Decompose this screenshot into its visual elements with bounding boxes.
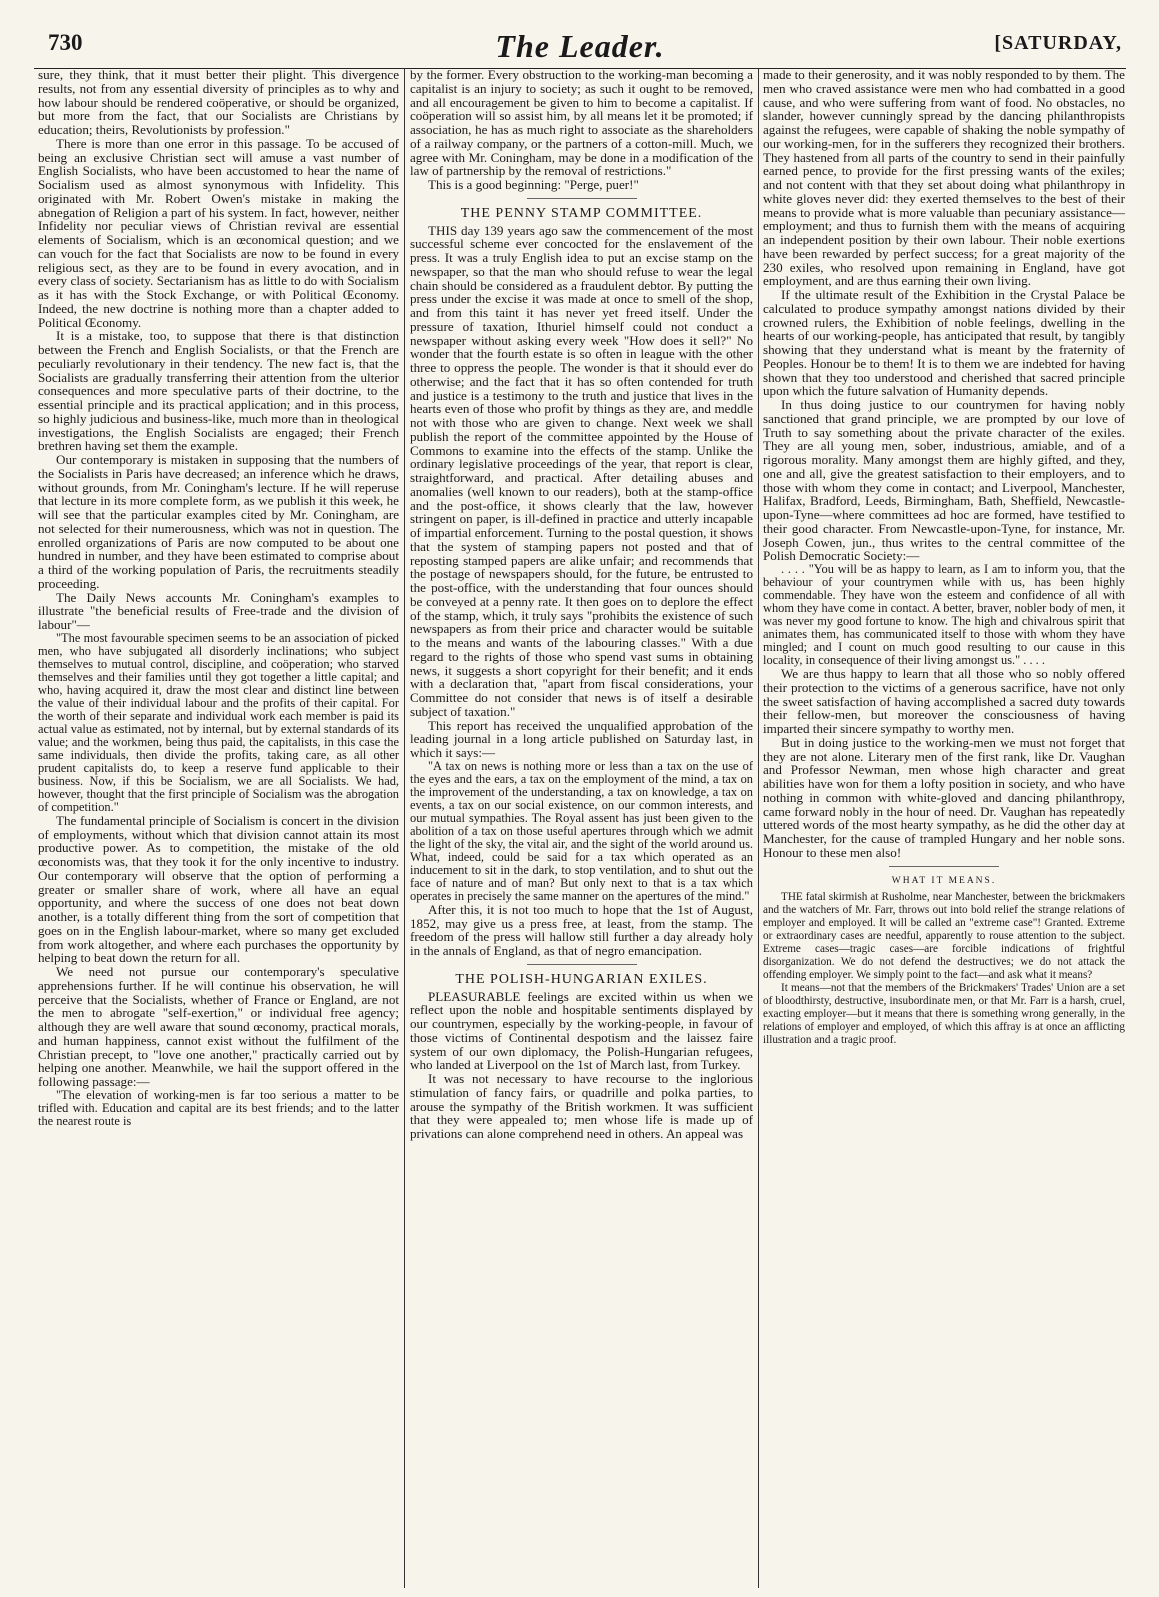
paragraph: made to their generosity, and it was nobly responded to by them. The men who craved assistance were men who had combatted in a good cause, and who were suffering from want of food. No obstacles, no slander, however cunningly spread by the dancing philanthropists against the refugees, were capable of shaking the noble sympathy of our working-men, for in the sufferers they recognized their brothers. They hastened from all parts of the country to send in their painfully earned pence, to provide for the first pressing wants of the exiles; and not content with that they set about doing what philanthropy in white gloves never did: they exerted themselves to the best of their means to provide what is more valuable than pecuniary assistance—employment; and thus to furnish them with the means of acquiring an independent position by their own labour. Their noble exertions have been rewarded by perfect success; for a great majority of the 230 exiles, who resolved upon remaining in England, have got employment, and are thus earning their own living. [763,68,1125,289]
article-heading: THE POLISH-HUNGARIAN EXILES. [455,971,708,987]
paragraph: It was not necessary to have recourse to the inglorious stimulation of fancy fairs, or quadrille and polka parties, to arouse the sympathy of the British workmen. It was sufficient that they were appealed to; men whose life is made up of privations can alone comprehend need in others. An appeal was [410,1071,753,1141]
paragraph: It means—not that the members of the Brickmakers' Trades' Union are a set of bloodthirsty, destructive, insubordinate men, or that Mr. Farr is a harsh, cruel, exacting employer—but it means that there is something wrong generally, in the relations of employer and employed, of which this affray is at once an afflicting illustration and a tragic proof. [763,982,1125,1047]
block-quote: "The most favourable specimen seems to be an association of picked men, who have subjugated all disorderly inclinations; who subject themselves to mutual control, discipline, and coöperation; who starved themselves and their families until they got together a little capital; and who, having acquired it, draw the most clear and distinct line between the value of their individual labour and the profits of their capital. For the worth of their separate and individual work each member is paid its actual value as estimated, not by internal, but by external standards of its value; and the workmen, being thus paid, the capitalists, in this case the same individuals, then divide the profits, taking care, as all other prudent capitalists do, to keep a reserve fund applicable to their business. Now, if this be Socialism, we are all Socialists. We had, however, thought that the first principle of Socialism was the abrogation of competition." [38,630,399,814]
section-divider [527,198,637,199]
column-2 [410,68,753,1590]
paragraph: But in doing justice to the working-men we must not forget that they are not alone. Literary men of the first rank, like Dr. Vaughan and Professor Newman, men whose high character and great abilities have won for them a lofty position in society, and who have nothing in common with white-gloved and dancing philanthropy, came forward nobly in the hour of need. Dr. Vaughan has repeatedly uttered words of the most hearty sympathy, as he did the other day at Manchester, for the cause of trampled Hungary and her noble sons. Honour to these men also! [763,734,1125,860]
block-quote: "The elevation of working-men is far too serious a matter to be trifled with. Education and capital are its best friends; and to the latter the nearest route is [38,1087,399,1128]
paragraph: THE fatal skirmish at Rusholme, near Manchester, between the brickmakers and the watchers of Mr. Farr, throws out into bold relief the strange relations of employer and employed. It will be called an "extreme case"! Granted. Extreme or extraordinary cases are needful, apparently to rouse attention to the subject. Extreme cases—tragic cases—are forcible indications of frightful disorganization. We do not defend the destructives; we do not attack the offending employer. We simply point to the fact—and ask what it means? [763,891,1125,982]
paragraph: If the ultimate result of the Exhibition in the Crystal Palace be calculated to produce sympathy amongst nations divided by their crowned rulers, the Exhibition of noble feelings, dwelling in the hearts of our working-people, has anticipated that result, by tangibly showing that they understand what is meant by the fraternity of Peoples. Honour be to them! It is to them we are indebted for having shown that they too understood and cherished that sacred principle upon which the future salvation of Humanity depends. [763,287,1125,399]
article-heading: WHAT IT MEANS. [891,875,997,886]
paragraph: We are thus happy to learn that all those who so nobly offered their protection to the victims of a generous sacrifice, have not only the sweet satisfaction of having accomplished a sacred duty towards their fellow-men, but moreover the consciousness of having imparted their sincere sympathy to worthy men. [763,666,1125,736]
paragraph: After this, it is not too much to hope that the 1st of August, 1852, may give us a press free, at least, from the stamp. The freedom of the press will hallow still further a day already holy in the annals of England, as that of negro emancipation. [410,901,753,958]
section-divider [889,866,999,867]
paragraph: sure, they think, that it must better their plight. This divergence results, not from any essential diversity of principles as to why and how labour should be rendered coöperative, or should be organized, but more from the fact, that our Socialists are Christians by education; theirs, Revolutionists by profession." [38,68,399,137]
article-heading: THE PENNY STAMP COMMITTEE. [460,205,703,221]
paragraph: PLEASURABLE feelings are excited within us when we reflect upon the noble and hospitable sentiments displayed by our countrymen, especially by the working-people, in favour of those victims of Continental despotism and the laissez faire system of our own diplomacy, the Polish-Hungarian refugees, who landed at Liverpool on the 1st of March last, from Turkey. [410,988,753,1073]
paragraph: The fundamental principle of Socialism is concert in the division of employments, without which that division cannot attain its most productive power. As to competition, the mistake of the old œconomists was, that they took it for the only incentive to industry. Our contemporary will observe that the option of performing a greater or smaller share of work, where all have an equal opportunity, and where the success of one does not beat down another, is a totally different thing from the sort of competition that goes on in the English labour-market, where so many get excluded from work altogether, and where each purchases the opportunity by helping to beat down the return for all. [38,812,399,966]
paragraph: We need not pursue our contemporary's speculative apprehensions further. If he will continue his observation, he will perceive that the Socialists, whether of France or England, are not the men to abrogate "self-exertion," or individual free agency; although they are well aware that sound œconomy, practical morals, and human happiness, cannot exist without the fulfilment of the Christian precept, to "love one another," practically carried out by helping one another. Meanwhile, we hail the support offered in the following passage:— [38,964,399,1089]
column-rule [758,68,759,1588]
paragraph: This is a good beginning: "Perge, puer!" [428,177,639,192]
column-rule [404,68,405,1588]
masthead [34,28,1126,69]
page-number: 730 [48,30,83,55]
paragraph: THIS day 139 years ago saw the commencement of the most successful scheme ever concocted for the enslavement of the press. It was a truly English idea to put an excise stamp on the newspaper, so that the man who should refuse to wear the legal chain should be considered as a fraudulent debtor. By putting the press under the excise it was made at once to smell of the shop, and from this taint it has never yet freed itself. Under the pressure of taxation, Ithuriel himself could not conduct a newspaper without asking every week "How does it sell?" No wonder that the fourth estate is so often in league with the other three to oppress the people. The wonder is that it should ever do otherwise; and the fact that it has so often contended for truth and justice is a testimony to the truth and justice that lives in the hearts even of those who profit by things as they are, and meddle not with those who are given to change. Next week we shall publish the report of the committee appointed by the House of Commons to examine into the effects of the stamp. Unlike the ordinary legislative proceedings of the year, that report is clear, straightforward, and practical. After detailing abuses and anomalies (well known to our readers), both at the stamp-office and the post-office, it shows clearly that the law, however stringent on paper, is ill-defined in practice and utterly incapable of impartial enforcement. Turning to the postal question, it shows that the system of stamping papers not posted and that of reposting stamped papers are alike unfair; and recommends that the postage of newspapers should, for the future, be entrusted to the post-office, with the understanding that four ounces should be conveyed at a penny rate. It then goes on to deplore the effect of the stamp, which, it truly says "prohibits the existence of such newspapers as from their price and character would be suitable to the means and wants of the labouring classes." With a due regard to the rights of those who spend vast sums in obtaining news, it suggests a short copyright for their benefit; and it ends with a declaration that, "apart from fiscal considerations, your Committee do not consider that news is of itself a desirable subject of taxation." [410,222,753,719]
newspaper-title: The Leader. [495,28,665,64]
paragraph: In thus doing justice to our countrymen for having nobly sanctioned that grand principle, we are prompted by our love of Truth to say something about the private character of the exiles. They are all young men, sober, industrious, amiable, and of a rigorous morality. Many amongst them are highly gifted, and they, one and all, give the greatest satisfaction to their employers, and to those with whom they come in contact; and Liverpool, Manchester, Halifax, Bradford, Leeds, Birmingham, Bath, Sheffield, Newcastle-upon-Tyne—where committees ad hoc are formed, have testified to their good character. From Newcastle-upon-Tyne, for instance, Mr. Joseph Cowen, jun., thus writes to the central committee of the Polish Democratic Society:— [763,397,1125,564]
column-3 [763,68,1125,1590]
paragraph: by the former. Every obstruction to the working-man becoming a capitalist is an injury to society; as such it ought to be removed, and all encouragement be given to him to become a capitalist. If coöperation will so assist him, by all means let it be promoted; if association, he has as much right to associate as the shareholders of a railway company, or the partners of a cotton-mill. Much, we agree with Mr. Coningham, may be done in a modification of the law of partnership by the removal of restrictions." [410,68,753,179]
issue-day: [SATURDAY, [994,32,1122,54]
column-1 [38,68,399,1590]
paragraph: This report has received the unqualified approbation of the leading journal in a long article published on Saturday last, in which it says:— [410,717,753,760]
paragraph: It is a mistake, too, to suppose that there is that distinction between the French and English Socialists, or that the French are peculiarly revolutionary in their tendency. The new fact is, that the Socialists are gradually transferring their attention from the ulterior consequences and more speculative parts of their doctrine, to the essential principle and its practical application; and in this process, so highly judicious and business-like, much more than in theological investigations, the English Socialists are engaged; their French brethren having set them the example. [38,328,399,454]
block-quote: "A tax on news is nothing more or less than a tax on the use of the eyes and the ears, a tax on the employment of the mind, a tax on the improvement of the understanding, a tax on knowledge, a tax on events, a tax on our social existence, on our common interests, and our mutual sympathies. The Royal assent has just been given to the abolition of a tax on those useful apertures through which we admit the light of the sky, the vital air, and the sight of the world around us. What, indeed, could be said for a tax which operated as an inducement to sit in the dark, to stop ventilation, and to shut out the face of nature and of man? But only next to that is a tax which operates in precisely the same manner on the apertures of the mind." [410,758,753,903]
paragraph: There is more than one error in this passage. To be accused of being an exclusive Christian sect will amuse a vast number of English Socialists, who have been accustomed to hear the name of Socialism used as almost synonymous with Infidelity. This originated with Mr. Robert Owen's mistake in making the abnegation of Religion a part of his system. In fact, however, neither Infidelity nor peculiar views of Christian revival are essential elements of Socialism, which is an œconomical question; and we can vouch for the fact that Socialists are now to be found in every religious sect, as they are to be found in every avocation, and in every class of society. Sectarianism has as little to do with Socialism as it has with the Stock Exchange, or with Political Œconomy. Indeed, the new doctrine is nothing more than a chapter added to Political Œconomy. [38,135,399,330]
paragraph: The Daily News accounts Mr. Coningham's examples to illustrate "the beneficial results of Free-trade and the division of labour"— [38,589,399,632]
block-quote: . . . . "You will be as happy to learn, as I am to inform you, that the behaviour of your countrymen while with us, has been highly commendable. They have won the esteem and confidence of all with whom they have come in contact. A better, braver, nobler body of men, it was never my good fortune to know. The high and chivalrous spirit that animates them, has communicated itself to those with whom they have mingled; and I count on much good resulting to our cause in this locality, in consequence of their living amongst us." . . . . [763,562,1125,667]
section-divider [527,964,637,965]
paragraph: Our contemporary is mistaken in supposing that the numbers of the Socialists in Paris have decreased; an inference which he draws, without grounds, from Mr. Coningham's lecture. If he will reperuse that lecture in its more complete form, as we publish it this week, he will see that the particular examples cited by Mr. Coningham, are not selected for their numerousness, which was not in question. The enrolled organizations of Paris are now computed to be about one hundred in number, and they have been estimated to comprise about a third of the working population of Paris, the recruitments steadily proceeding. [38,452,399,591]
